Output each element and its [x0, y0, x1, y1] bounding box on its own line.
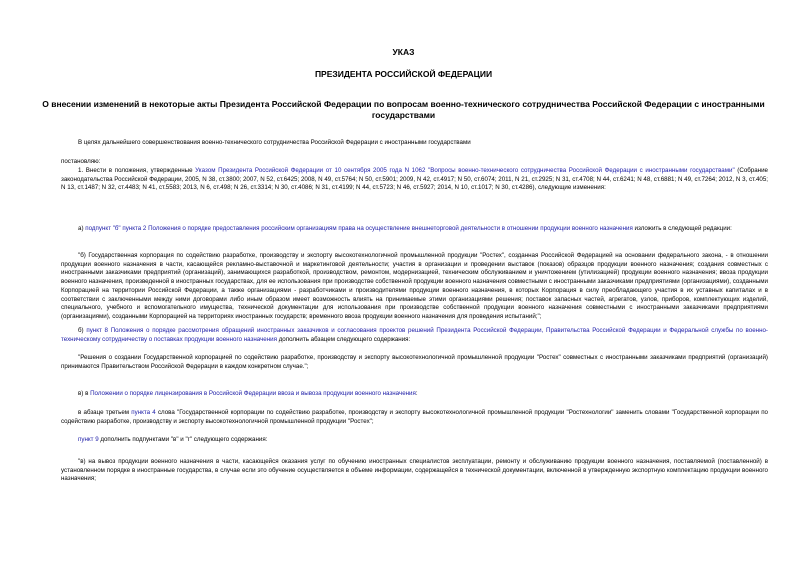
- punkt-9-paragraph: [61, 436, 768, 445]
- subparagraph-b-link[interactable]: пункт 8 Положения о порядке рассмотрения обращений иностранных заказчиков и согласования проектов решений Президента Российской Федерации, Правительства Российской Федерации и Федеральной службы по военно-техническому сотрудничеству о поставках продукции военного назначения: [61, 327, 768, 343]
- paragraph-1: [61, 167, 768, 193]
- subparagraph-a-link[interactable]: подпункт "б" пункта 2 Положения о порядке предоставления российским организациям права на осуществление внешнеторговой деятельности в отношении продукции военного назначения: [85, 225, 633, 232]
- preamble-paragraph: В целях дальнейшего совершенствования военно-технического сотрудничества Российской Федерации с иностранными государствами: [78, 139, 471, 146]
- subparagraph-v-marker: в) в: [78, 390, 91, 397]
- subparagraph-b-marker: б): [78, 327, 87, 334]
- quote-c-paragraph: "Решения о создании Государственной корпорацией по содействию разработке, производству и экспорту высокотехнологичной промышленной продукции "Ростех" совместных с иностранными заказчиками предприятий (организаций) принимаются Правительством Российской Федерации в каждом конкретном случае.";: [61, 354, 768, 370]
- punkt-9-tail: дополнить подпунктами "в" и "г" следующего содержания:: [98, 436, 268, 443]
- subparagraph-b: [61, 327, 768, 344]
- doc-type-heading: УКАЗ: [392, 47, 415, 57]
- document-title: О внесении изменений в некоторые акты Президента Российской Федерации по вопросам военно-технического сотрудничества Российской Федерации с иностранными государствами: [42, 99, 765, 120]
- paragraph-1-sources: (Собрание законодательства Российской Федерации, 2005, N 38, ст.3800; 2007, N 52, ст.6425; 2008, N 49, ст.5764; N 50, ст.5901; 2009, N 42, ст.4917; N 50, ст.6074; 2011, N 21, ст.2925; N 31, ст.4708; N 44, ст.6241; N 48, ст.6881; N 49, ст.7264; 2012, N 3, ст.405; N 13, ст.1487; N 32, ст.4483; N 41, ст.5583; 2013, N 6, ст.498; N 26, ст.3314; N 30, ст.4086; N 31, ст.4199; N 44, ст.5723; N 46, ст.5927; 2014, N 10, ст.1017; N 30, ст.4286), следующие изменения:: [61, 167, 768, 192]
- quote-b-paragraph: "б) Государственная корпорация по содействию разработке, производству и экспорту высокотехнологичной промышленной продукции "Ростех", созданная Российской Федерацией на основании федерального закона, - в отношении продукции военного назначения в части, касающейся рекламно-выставочной и маркетинговой деятельности; участия в организации и проведении выставок (показов) образцов продукции военного назначения; создания совместных с иностранными заказчиками предприятий (организаций), занимающихся разработкой, производством, ремонтом, модернизацией, техническим обслуживанием и уничтожением (утилизацией) продукции военного назначения; ввоза продукции военного назначения, произведенной в иностранных государствах, для ее использования при производстве собственной продукции военного назначения совместными с иностранными заказчиками предприятиями (организациями), созданными Корпорацией на территории Российской Федерации, а также организациями - разработчиками и производителями продукции военного назначения, в которых Корпорация в силу преобладающего участия в их уставных капиталах и в соответствии с заключенными между ними договорами либо иным образом имеет возможность влиять на принимаемые этими организациями решения; поставок запасных частей, агрегатов, узлов, приборов, комплектующих изделий, специального, учебного и вспомогательного имущества, технической документации для использования при производстве собственной продукции военного назначения совместными с иностранными заказчиками предприятиями (организациями), созданными Корпорацией на территориях иностранных государств; временного ввоза продукции военного назначения для проведения испытаний;";: [61, 252, 768, 320]
- punkt-4-link[interactable]: пункта 4: [131, 409, 156, 416]
- decree-1062-link[interactable]: Указом Президента Российской Федерации от 10 сентября 2005 года N 1062 "Вопросы военно-технического сотрудничества Российской Федерации с иностранными государствами": [195, 167, 735, 174]
- issuer-heading: ПРЕЗИДЕНТА РОССИЙСКОЙ ФЕДЕРАЦИИ: [314, 69, 493, 79]
- subparagraph-a-marker: а): [78, 225, 86, 232]
- subparagraph-v-tail: :: [415, 390, 418, 397]
- subparagraph-v-link[interactable]: Положении о порядке лицензирования в Российской Федерации ввоза и вывоза продукции военного назначения: [90, 390, 416, 397]
- subparagraph-b-tail: дополнить абзацем следующего содержания:: [276, 335, 411, 343]
- subparagraph-v: [61, 390, 768, 399]
- paragraph-1-intro: 1. Внести в положения, утвержденные: [78, 167, 196, 174]
- abzac-intro: в абзаце третьем: [78, 409, 132, 416]
- subparagraph-a-tail: изложить в следующей редакции:: [632, 225, 732, 232]
- postanovlyayu-text: постановляю:: [61, 158, 101, 165]
- quote-v-paragraph: "в) на вывоз продукции военного назначения в части, касающейся оказания услуг по обучению иностранных специалистов эксплуатации, ремонту и обслуживанию продукции военного назначения, поставляемой (поставленной) в установленном порядке в иностранные государства, в случае если это обучение осуществляется в объеме информации, содержащейся в технической документации, включенной в утвержденную экспортную комплектацию продукции военного назначения;: [61, 458, 768, 483]
- abzac-tail: слова "Государственной корпорации по содействию разработке, производству и экспорту высокотехнологичной промышленной продукции "Ростехнологии" заменить словами "Государственной корпорации по содействию разработке, производству и экспорту высокотехнологичной промышленной продукции "Ростех";: [61, 409, 768, 425]
- subparagraph-a: [61, 225, 768, 234]
- abzac-paragraph: [61, 409, 768, 426]
- punkt-9-link[interactable]: пункт 9: [78, 436, 99, 443]
